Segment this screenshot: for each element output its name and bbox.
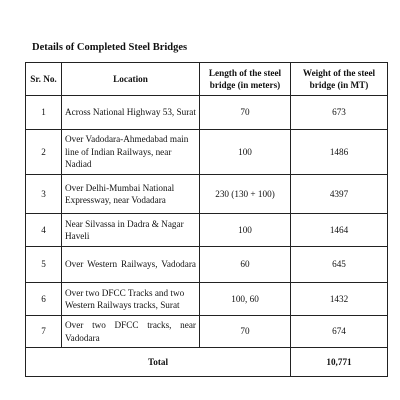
cell-weight: 1432: [291, 283, 388, 316]
table-title: Details of Completed Steel Bridges: [32, 42, 188, 53]
table-row: [26, 247, 388, 283]
cell-sr-no: 3: [26, 175, 62, 214]
cell-location: Over Delhi-Mumbai National Expressway, near Vodadara: [62, 175, 200, 214]
cell-sr-no: 1: [26, 96, 62, 130]
table-row: [26, 96, 388, 130]
table-row: [26, 130, 388, 175]
cell-location: Over Vadodara-Ahmedabad main line of Indian Railways, near Nadiad: [62, 130, 200, 175]
cell-weight: 1486: [291, 130, 388, 175]
total-weight: 10,771: [291, 348, 388, 377]
table-row: [26, 283, 388, 316]
cell-length: 100: [200, 130, 291, 175]
header-weight: Weight of the steel bridge (in MT): [291, 63, 388, 96]
header-location: Location: [62, 63, 200, 96]
cell-location: Across National Highway 53, Surat: [62, 96, 200, 130]
total-label: Total: [26, 348, 291, 377]
cell-weight: 673: [291, 96, 388, 130]
cell-location: Over two DFCC Tracks and two Western Railways tracks, Surat: [62, 283, 200, 316]
cell-location: Near Silvassa in Dadra & Nagar Haveli: [62, 214, 200, 247]
cell-weight: 1464: [291, 214, 388, 247]
cell-sr-no: 2: [26, 130, 62, 175]
cell-sr-no: 4: [26, 214, 62, 247]
header-row: [26, 63, 388, 96]
header-sr-no: Sr. No.: [26, 63, 62, 96]
cell-length: 70: [200, 316, 291, 348]
cell-length: 70: [200, 96, 291, 130]
total-row: [26, 348, 388, 377]
table-row: [26, 175, 388, 214]
cell-sr-no: 6: [26, 283, 62, 316]
cell-sr-no: 5: [26, 247, 62, 283]
cell-length: 100: [200, 214, 291, 247]
cell-sr-no: 7: [26, 316, 62, 348]
cell-length: 60: [200, 247, 291, 283]
cell-length: 100, 60: [200, 283, 291, 316]
cell-location: Over Western Railways, Vadodara: [62, 247, 200, 283]
header-length: Length of the steel bridge (in meters): [200, 63, 291, 96]
table-row: [26, 214, 388, 247]
cell-weight: 4397: [291, 175, 388, 214]
cell-location: Over two DFCC tracks, near Vadodara: [62, 316, 200, 348]
steel-bridges-table: [25, 62, 388, 377]
cell-weight: 645: [291, 247, 388, 283]
cell-weight: 674: [291, 316, 388, 348]
table-row: [26, 316, 388, 348]
cell-length: 230 (130 + 100): [200, 175, 291, 214]
